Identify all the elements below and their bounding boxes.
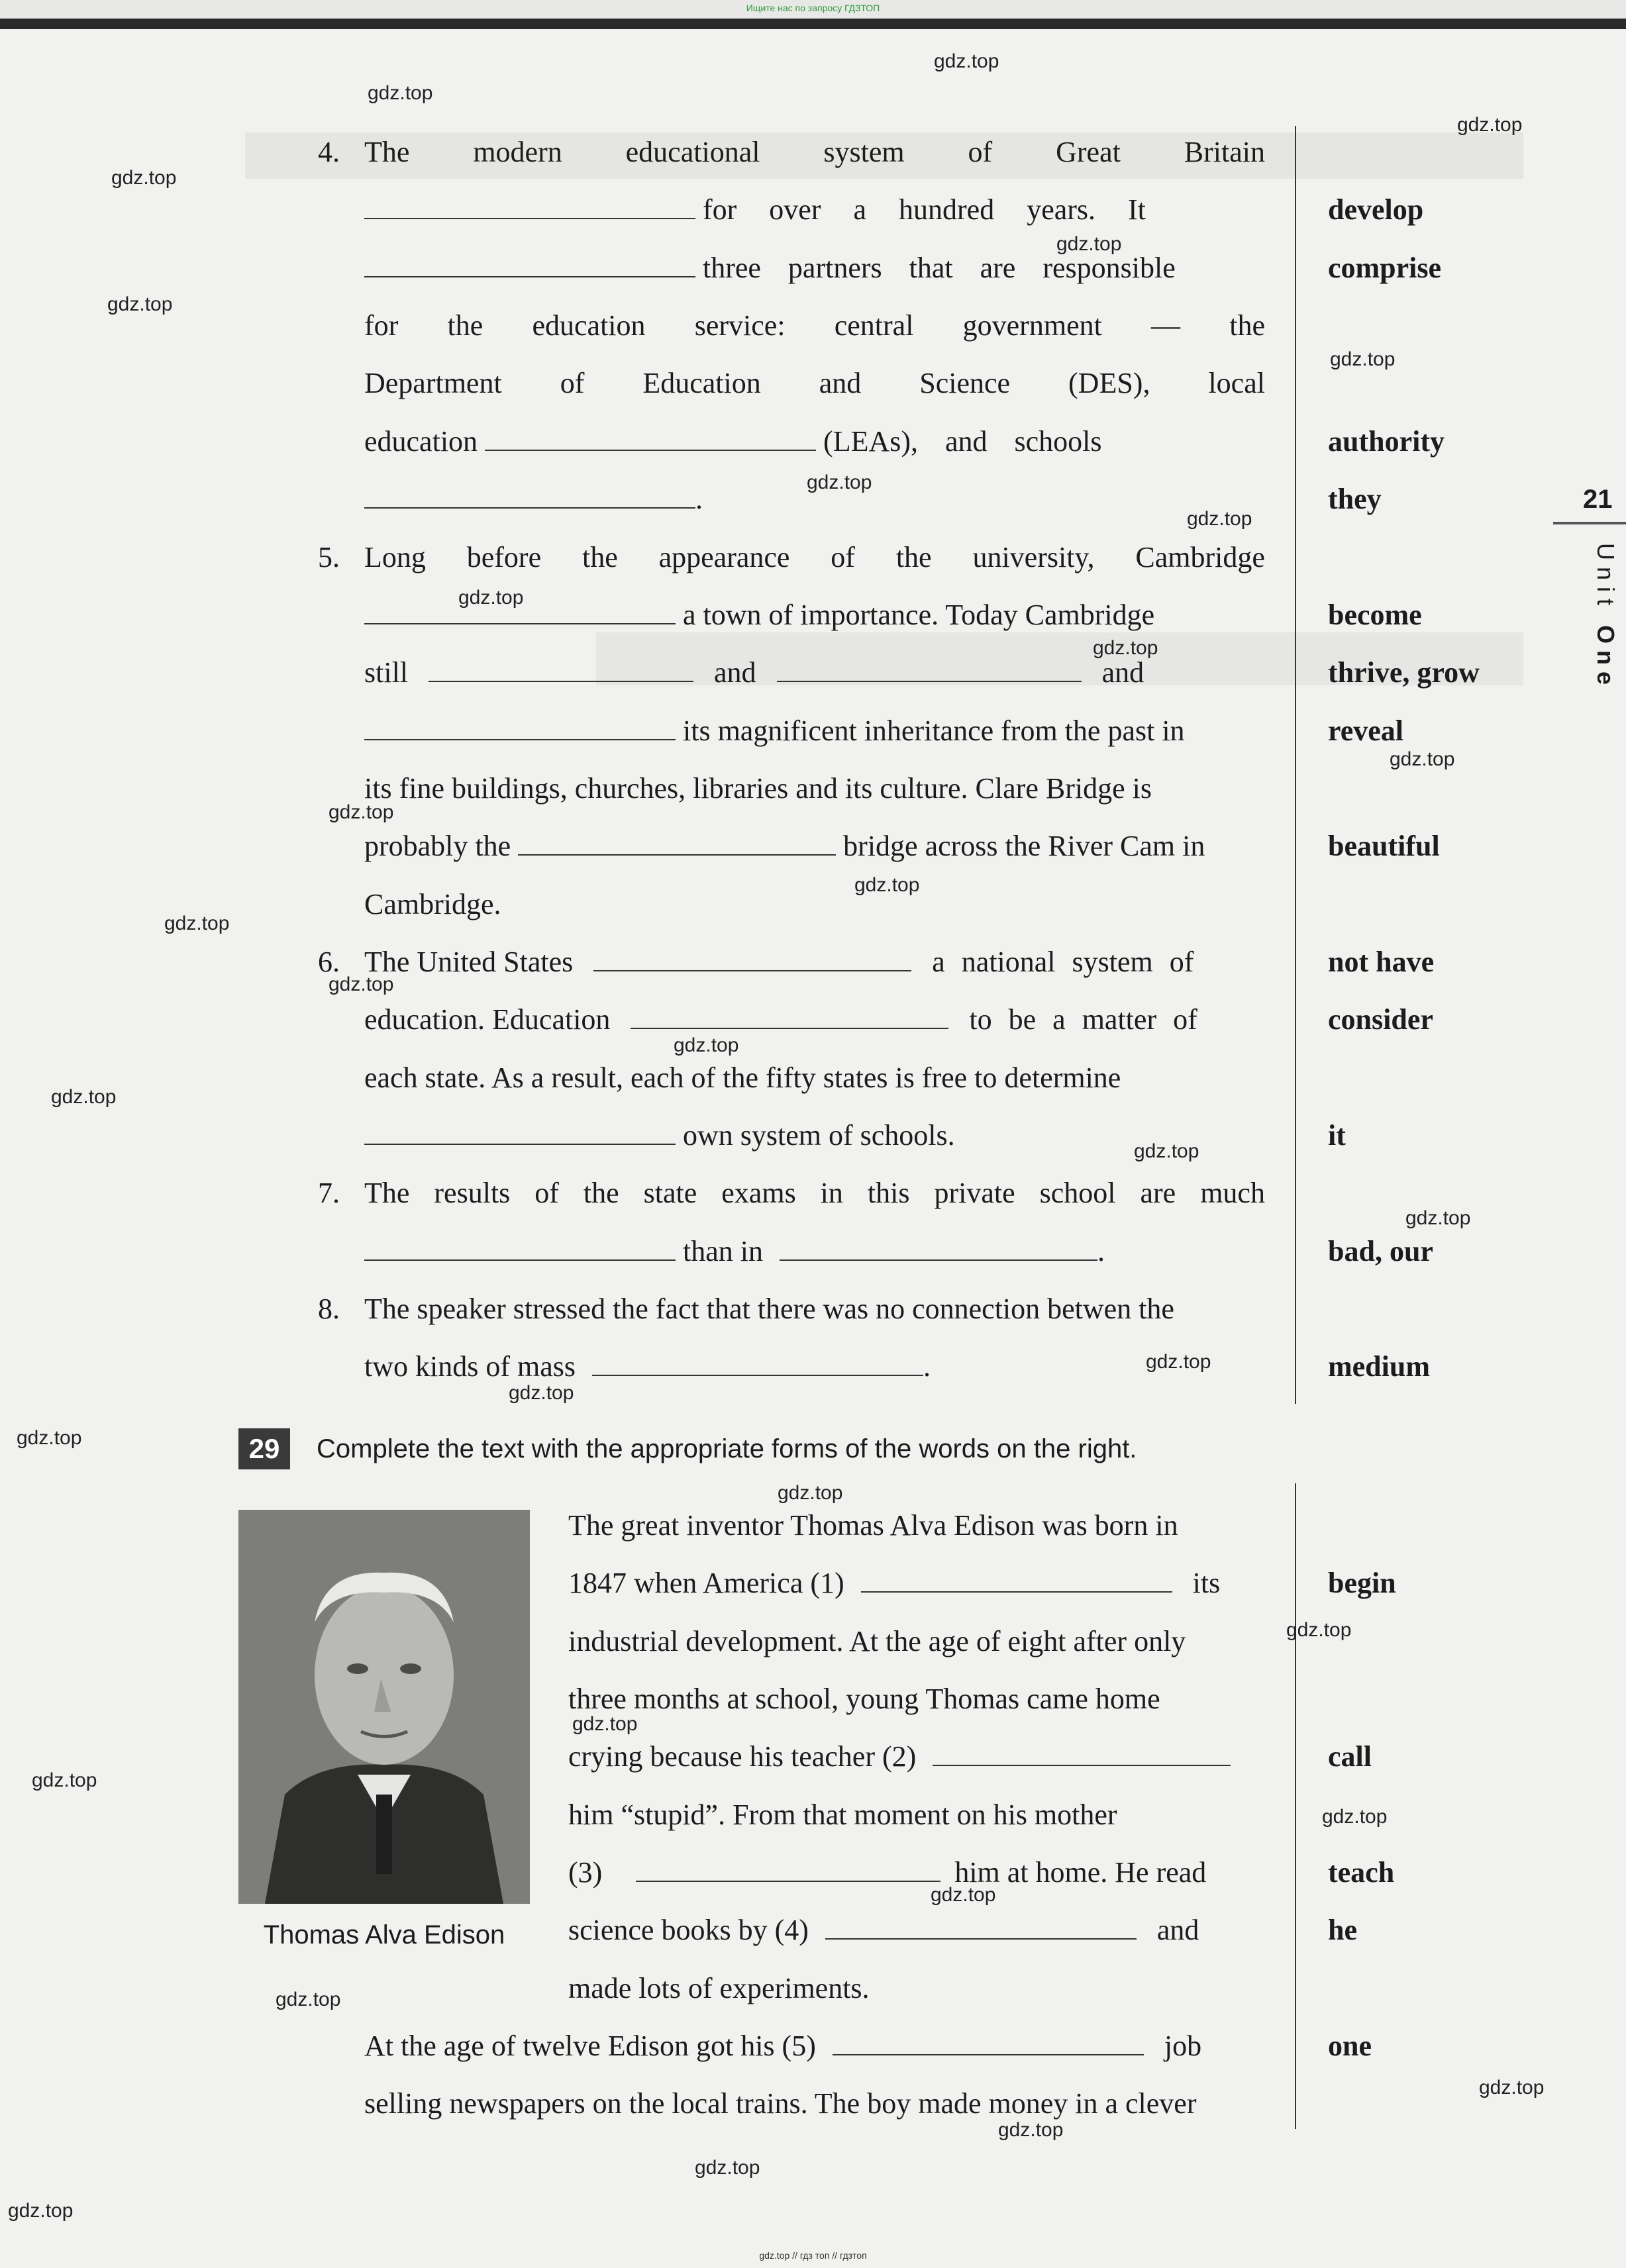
- hint-word: develop: [1328, 193, 1424, 226]
- photo-caption: Thomas Alva Edison: [263, 1920, 505, 1949]
- word: private: [934, 1177, 1015, 1209]
- word: service:: [694, 309, 786, 342]
- text-fragment: At the age of twelve Edison got his (5): [364, 2030, 816, 2062]
- hint-word: he: [1328, 1914, 1357, 1946]
- text-fragment: .: [1097, 1235, 1105, 1267]
- watermark: gdz.top: [1390, 748, 1455, 770]
- word: the: [583, 1177, 619, 1209]
- word: and: [819, 367, 862, 399]
- text-line: [364, 653, 1144, 693]
- word: the: [1229, 309, 1265, 342]
- item-number: 5.: [318, 541, 340, 573]
- word: exams: [721, 1177, 796, 1209]
- watermark: gdz.top: [111, 167, 177, 189]
- text-line: three months at school, young Thomas came home: [568, 1683, 1160, 1715]
- text-line: its fine buildings, churches, libraries and its culture. Clare Bridge is: [364, 772, 1152, 805]
- word: university,: [972, 541, 1095, 573]
- unit-name: One: [1592, 625, 1619, 692]
- answer-blank[interactable]: [364, 1118, 676, 1145]
- watermark: gdz.top: [1134, 1140, 1199, 1162]
- word: school: [1039, 1177, 1116, 1209]
- text-line: [364, 2026, 1201, 2066]
- answer-blank[interactable]: [636, 1855, 940, 1882]
- watermark: gdz.top: [998, 2119, 1064, 2141]
- answer-blank[interactable]: [364, 482, 695, 509]
- word: in: [820, 1177, 843, 1209]
- hint-word: thrive, grow: [1328, 656, 1480, 689]
- text-fragment: its: [1192, 1567, 1221, 1599]
- hint-word: one: [1328, 2030, 1372, 2062]
- word: The: [364, 1177, 410, 1209]
- watermark: gdz.top: [51, 1086, 117, 1108]
- text-fragment: two kinds of mass: [364, 1350, 576, 1383]
- hint-word: medium: [1328, 1350, 1430, 1383]
- text-fragment: crying because his teacher (2): [568, 1740, 917, 1773]
- hint-word: reveal: [1328, 715, 1404, 747]
- word: state: [643, 1177, 697, 1209]
- hint-word: beautiful: [1328, 830, 1440, 862]
- word: Long: [364, 541, 426, 573]
- answer-blank[interactable]: [429, 656, 693, 682]
- watermark: gdz.top: [368, 82, 433, 104]
- word: the: [895, 541, 932, 573]
- item-number: 4.: [318, 136, 340, 168]
- watermark: gdz.top: [1322, 1806, 1388, 1828]
- text-line: [568, 1563, 1220, 1603]
- word: are: [1140, 1177, 1176, 1209]
- answer-blank[interactable]: [485, 424, 816, 451]
- word: Science: [919, 367, 1011, 399]
- text-line: [364, 190, 1146, 230]
- text-fragment: .: [923, 1350, 931, 1383]
- unit-tab: [1593, 543, 1619, 691]
- word: Cambridge: [1135, 541, 1265, 573]
- watermark: gdz.top: [931, 1884, 996, 1906]
- word: the: [447, 309, 483, 342]
- watermark: gdz.top: [1330, 348, 1396, 370]
- text-line: him “stupid”. From that moment on his mother: [568, 1799, 1117, 1831]
- unit-label: Unit: [1592, 543, 1619, 613]
- word: Education: [642, 367, 761, 399]
- word: central: [834, 309, 914, 342]
- hint-word: not have: [1328, 946, 1435, 978]
- text-line: The speaker stressed the fact that there was no connection betwen the: [364, 1293, 1174, 1325]
- watermark: gdz.top: [572, 1713, 638, 1735]
- hint-word: consider: [1328, 1003, 1433, 1036]
- text-line: [364, 1232, 1105, 1271]
- hint-column-rule: [1295, 1483, 1296, 2129]
- answer-blank[interactable]: [593, 945, 911, 971]
- text-line: Cambridge.: [364, 888, 501, 920]
- text-fragment: three partners that are responsible: [703, 252, 1176, 284]
- edison-portrait: [238, 1510, 530, 1904]
- hint-word: they: [1328, 483, 1382, 515]
- watermark: gdz.top: [329, 801, 394, 823]
- text-fragment: him at home. He read: [954, 1856, 1207, 1889]
- answer-blank[interactable]: [518, 829, 836, 856]
- watermark: gdz.top: [807, 471, 872, 493]
- answer-blank[interactable]: [364, 251, 695, 277]
- text-fragment: 1847 when America (1): [568, 1567, 844, 1599]
- text-fragment: its magnificent inheritance from the past in: [683, 715, 1185, 747]
- word: system: [823, 136, 905, 168]
- text-line: The great inventor Thomas Alva Edison was born in: [568, 1509, 1178, 1542]
- word: of: [831, 541, 855, 573]
- watermark: gdz.top: [695, 2157, 760, 2179]
- word: before: [466, 541, 542, 573]
- word: of: [560, 367, 585, 399]
- answer-blank[interactable]: [933, 1740, 1231, 1766]
- hint-column-rule: [1295, 126, 1296, 1404]
- answer-blank[interactable]: [861, 1566, 1172, 1593]
- word: appearance: [658, 541, 790, 573]
- watermark: gdz.top: [1286, 1619, 1352, 1641]
- text-line: selling newspapers on the local trains. The boy made money in a clever: [364, 2087, 1197, 2120]
- word: the: [582, 541, 618, 573]
- text-line: [364, 306, 1265, 346]
- text-fragment: and: [1156, 1914, 1199, 1946]
- text-line: [364, 1000, 1197, 1040]
- watermark: gdz.top: [1479, 2077, 1545, 2098]
- text-line: [364, 248, 1176, 288]
- text-fragment: own system of schools.: [683, 1119, 955, 1152]
- watermark: gdz.top: [1093, 637, 1158, 659]
- answer-blank[interactable]: [631, 1003, 948, 1029]
- text-line: [364, 479, 703, 519]
- text-line: [364, 711, 1185, 751]
- text-line: made lots of experiments.: [568, 1972, 870, 2004]
- text-fragment: probably the: [364, 830, 511, 862]
- text-line: [364, 422, 1102, 462]
- word: —: [1151, 309, 1181, 342]
- watermark: gdz.top: [1457, 114, 1523, 136]
- item-number: 7.: [318, 1177, 340, 1209]
- item-number: 8.: [318, 1293, 340, 1325]
- watermark: gdz.top: [17, 1427, 82, 1449]
- text-line: [364, 1116, 955, 1156]
- hint-word: teach: [1328, 1856, 1395, 1889]
- answer-blank[interactable]: [592, 1350, 923, 1376]
- text-fragment: for over a hundred years. It: [703, 193, 1146, 226]
- word: educational: [625, 136, 760, 168]
- text-line: industrial development. At the age of eight after only: [568, 1625, 1186, 1657]
- word: for: [364, 309, 399, 342]
- watermark: gdz.top: [674, 1034, 739, 1056]
- hint-word: comprise: [1328, 252, 1442, 284]
- word: much: [1200, 1177, 1265, 1209]
- hint-word: authority: [1328, 425, 1445, 458]
- text-line: [364, 826, 1205, 866]
- text-line: [364, 942, 1194, 982]
- text-line: [364, 538, 1265, 577]
- text-fragment: to be a matter of: [969, 1003, 1197, 1036]
- text-line: [364, 132, 1265, 172]
- text-line: [568, 1853, 1206, 1893]
- word: Department: [364, 367, 502, 399]
- footer-note: gdz.top // гдз топ // гдзтоп: [759, 2250, 867, 2261]
- watermark: gdz.top: [458, 587, 524, 609]
- watermark: gdz.top: [276, 1989, 341, 2010]
- text-line: [364, 1347, 931, 1387]
- answer-blank[interactable]: [364, 714, 676, 740]
- text-line: [364, 1173, 1265, 1213]
- answer-blank[interactable]: [364, 1234, 676, 1261]
- page-number-rule: [1553, 522, 1626, 524]
- text-fragment: bridge across the River Cam in: [843, 830, 1205, 862]
- answer-blank[interactable]: [780, 1234, 1097, 1261]
- text-fragment: .: [695, 483, 703, 515]
- text-line: [568, 1910, 1199, 1950]
- exercise-number-badge: 29: [238, 1428, 290, 1469]
- text-line: [364, 364, 1265, 403]
- watermark: gdz.top: [8, 2200, 74, 2222]
- text-fragment: a town of importance. Today Cambridge: [683, 599, 1155, 631]
- hint-word: become: [1328, 599, 1422, 631]
- text-fragment: science books by (4): [568, 1914, 809, 1946]
- item-number: 6.: [318, 946, 340, 978]
- text-line: each state. As a result, each of the fifty states is free to determine: [364, 1061, 1121, 1094]
- word: The: [364, 136, 410, 168]
- text-fragment: education: [364, 425, 478, 458]
- hint-word: call: [1328, 1740, 1372, 1773]
- watermark: gdz.top: [329, 973, 394, 995]
- watermark: gdz.top: [934, 50, 999, 72]
- watermark: gdz.top: [1146, 1351, 1211, 1373]
- word: (DES),: [1068, 367, 1150, 399]
- watermark: gdz.top: [509, 1382, 574, 1404]
- text-fragment: a national system of: [932, 946, 1194, 978]
- watermark: gdz.top: [854, 874, 920, 896]
- exercise-instruction: Complete the text with the appropriate forms of the words on the right.: [317, 1434, 1137, 1463]
- word: results: [434, 1177, 511, 1209]
- word: of: [968, 136, 993, 168]
- portrait-image: [238, 1510, 530, 1904]
- hint-word: begin: [1328, 1567, 1396, 1599]
- top-border: [0, 19, 1626, 29]
- text-fragment: (3): [568, 1856, 603, 1889]
- text-line: [568, 1737, 1231, 1777]
- hint-word: bad, our: [1328, 1235, 1433, 1267]
- word: local: [1208, 367, 1265, 399]
- word: this: [867, 1177, 910, 1209]
- hint-word: it: [1328, 1119, 1346, 1152]
- watermark: gdz.top: [107, 293, 173, 315]
- watermark: gdz.top: [778, 1482, 843, 1504]
- watermark: gdz.top: [32, 1769, 97, 1791]
- page-number: 21: [1583, 485, 1613, 514]
- word: modern: [473, 136, 562, 168]
- word: government: [962, 309, 1102, 342]
- text-fragment: education. Education: [364, 1003, 611, 1036]
- word: Britain: [1184, 136, 1265, 168]
- answer-blank[interactable]: [777, 656, 1082, 682]
- text-fragment: than in: [683, 1235, 763, 1267]
- watermark: gdz.top: [1187, 508, 1252, 530]
- word: Great: [1056, 136, 1121, 168]
- text-fragment: and: [714, 656, 756, 689]
- text-fragment: and: [1101, 656, 1144, 689]
- watermark: gdz.top: [1405, 1207, 1471, 1229]
- watermark: gdz.top: [164, 912, 230, 934]
- answer-blank[interactable]: [364, 193, 695, 219]
- word: education: [532, 309, 646, 342]
- text-fragment: still: [364, 656, 409, 689]
- word: of: [534, 1177, 559, 1209]
- answer-blank[interactable]: [833, 2029, 1144, 2055]
- text-fragment: job: [1164, 2030, 1202, 2062]
- answer-blank[interactable]: [825, 1913, 1137, 1940]
- watermark: gdz.top: [1056, 233, 1122, 255]
- text-fragment: (LEAs), and schools: [823, 425, 1102, 458]
- top-note: Ищите нас по запросу ГДЗТОП: [746, 3, 880, 13]
- text-fragment: The United States: [364, 946, 574, 978]
